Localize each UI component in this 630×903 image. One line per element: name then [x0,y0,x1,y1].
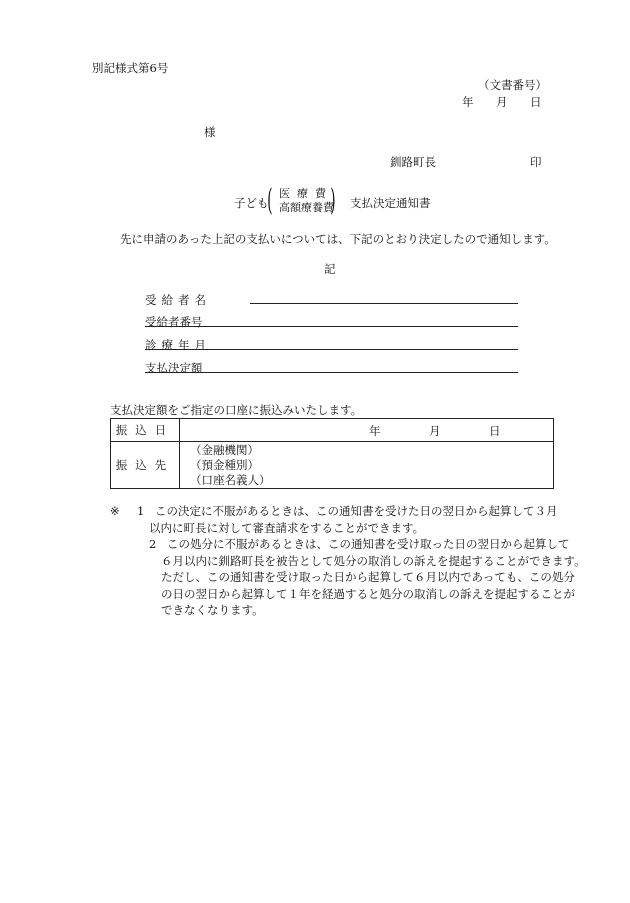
title-options [279,183,336,218]
field-payment-amount-label: 支払決定額 [145,361,203,375]
ki-heading: 記 [324,262,336,276]
field-payment-amount-line [145,372,518,373]
note-number: 1 [137,504,145,518]
title-right-bracket: ) [330,183,336,218]
title-suffix: 支払決定通知書 [350,196,431,210]
title-prefix: 子ども [234,196,269,210]
note-line: この決定に不服があるときは、この通知書を受けた日の翌日から起算して３月 [155,504,558,518]
transfer-date-year: 年 [369,424,381,438]
document-number: （文書番号） [478,78,547,92]
field-recipient-number-line [145,326,518,327]
note-line: 以内に町長に対して審査請求をすることができます。 [149,520,425,535]
issue-date-day: 日 [530,95,542,109]
note-item-1 [137,503,577,536]
note-line: の日の翌日から起算して１年を経過すると処分の取消しの訴えを提起することが [161,586,575,601]
transfer-account-label: 振込先 [111,442,180,489]
note-item-2 [137,536,586,619]
seal-mark: 印 [530,155,542,169]
title-option-high-cost: 高額療養費 [279,201,334,214]
issue-date-year: 年 [462,95,474,109]
note-line: この処分に不服があるときは、この通知書を受け取った日の翌日から起算して [167,537,570,551]
field-treatment-month-label: 診療年月 [145,338,211,352]
transfer-account-cell [180,442,554,489]
field-recipient-name-line [250,303,518,304]
transfer-date-label: 振込日 [111,419,180,442]
addressee-suffix: 様 [204,125,216,139]
title-option-medical: 医療費 [279,187,333,200]
transfer-account-holder: （口座名義人） [190,472,271,487]
intro-text: 先に申請のあった上記の支払いについては、下記のとおり決定したので通知します。 [120,232,556,246]
note-line: できなくなります。 [161,603,264,617]
transfer-date-month: 月 [429,424,441,438]
transfer-date-cell [180,419,554,442]
title-left-bracket: ( [267,183,273,218]
field-recipient-number-label: 受給者番号 [145,315,203,329]
transfer-caption: 支払決定額をご指定の口座に振込みいたします。 [110,403,363,417]
note-number: 2 [149,537,157,551]
transfer-deposit-type: （預金種別） [190,457,259,472]
field-treatment-month-line [145,349,518,350]
transfer-date-day: 日 [489,424,501,438]
notes-mark: ※ [110,504,120,518]
issuer-name: 釧路町長 [390,155,436,169]
transfer-bank-name: （金融機関） [190,442,259,457]
field-recipient-name-label: 受給者名 [145,293,211,307]
transfer-table [110,418,554,489]
issue-date-month: 月 [496,95,508,109]
note-line: ６月以内に釧路町長を被告として処分の取消しの訴えを提起することができます。 [161,553,586,568]
note-line: ただし、この通知書を受け取った日から起算して６月以内であっても、この処分 [161,570,575,584]
form-number: 別記様式第6号 [92,61,169,75]
